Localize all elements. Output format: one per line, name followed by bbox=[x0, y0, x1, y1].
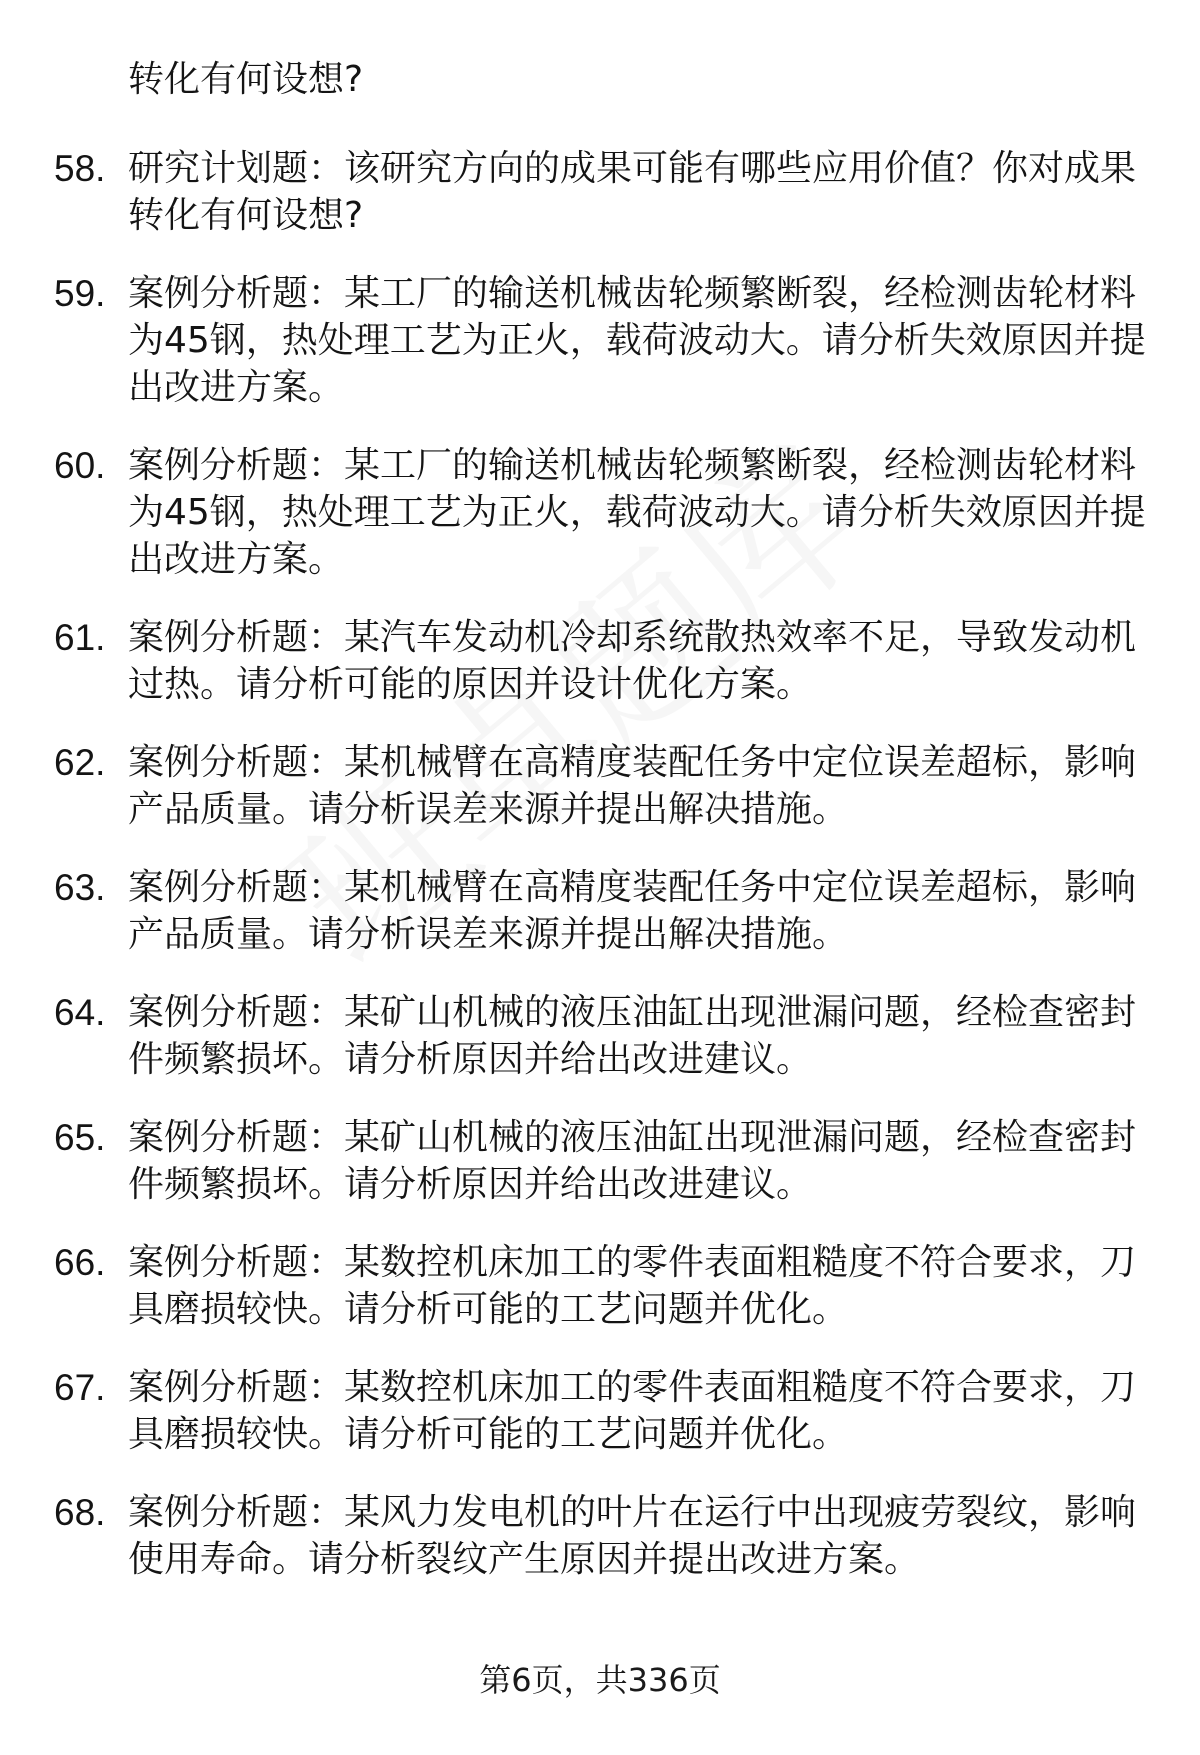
question-text-line: 件频繁损坏。请分析原因并给出改进建议。 bbox=[128, 1039, 813, 1080]
question-text-line: 案例分析题：某机械臂在高精度装配任务中定位误差超标，影响 bbox=[128, 867, 1137, 908]
question-item bbox=[0, 270, 1200, 411]
question-number: 67. bbox=[54, 1367, 106, 1408]
question-text-line: 案例分析题：某矿山机械的液压油缸出现泄漏问题，经检查密封 bbox=[128, 1117, 1137, 1158]
question-item bbox=[0, 989, 1200, 1083]
question-number: 58. bbox=[54, 148, 106, 189]
question-text-line: 案例分析题：某风力发电机的叶片在运行中出现疲劳裂纹，影响 bbox=[128, 1492, 1137, 1533]
question-text bbox=[128, 1239, 1144, 1333]
question-item bbox=[0, 145, 1200, 239]
question-item bbox=[0, 1364, 1200, 1458]
question-text bbox=[128, 1489, 1144, 1583]
question-number: 64. bbox=[54, 992, 106, 1033]
question-item bbox=[0, 739, 1200, 833]
question-text-line: 案例分析题：某数控机床加工的零件表面粗糙度不符合要求，刀 bbox=[128, 1367, 1137, 1408]
question-item bbox=[0, 614, 1200, 708]
continued-question-text: 转化有何设想? bbox=[128, 59, 364, 100]
question-text-line: 出改进方案。 bbox=[128, 539, 345, 580]
question-text-line: 产品质量。请分析误差来源并提出解决措施。 bbox=[128, 914, 849, 955]
question-item bbox=[0, 1239, 1200, 1333]
question-text-line: 转化有何设想? bbox=[128, 195, 364, 236]
question-number: 63. bbox=[54, 867, 106, 908]
question-text-line: 具磨损较快。请分析可能的工艺问题并优化。 bbox=[128, 1414, 849, 1455]
question-number: 66. bbox=[54, 1242, 106, 1283]
question-text-line: 出改进方案。 bbox=[128, 367, 345, 408]
question-number: 60. bbox=[54, 445, 106, 486]
question-text bbox=[128, 1114, 1144, 1208]
question-item bbox=[0, 864, 1200, 958]
question-number: 68. bbox=[54, 1492, 106, 1533]
question-text-line: 件频繁损坏。请分析原因并给出改进建议。 bbox=[128, 1164, 813, 1205]
question-text bbox=[128, 270, 1144, 411]
question-text-line: 案例分析题：某数控机床加工的零件表面粗糙度不符合要求，刀 bbox=[128, 1242, 1137, 1283]
question-number: 61. bbox=[54, 617, 106, 658]
question-text bbox=[128, 1364, 1144, 1458]
question-text-line: 使用寿命。请分析裂纹产生原因并提出改进方案。 bbox=[128, 1539, 921, 1580]
question-text bbox=[128, 145, 1144, 239]
question-item bbox=[0, 1489, 1200, 1583]
question-list bbox=[0, 145, 1200, 1614]
question-text-line: 案例分析题：某矿山机械的液压油缸出现泄漏问题，经检查密封 bbox=[128, 992, 1137, 1033]
question-text-line: 过热。请分析可能的原因并设计优化方案。 bbox=[128, 664, 813, 705]
question-number: 59. bbox=[54, 273, 106, 314]
question-text-line: 案例分析题：某机械臂在高精度装配任务中定位误差超标，影响 bbox=[128, 742, 1137, 783]
question-number: 65. bbox=[54, 1117, 106, 1158]
question-text-line: 为45钢，热处理工艺为正火，载荷波动大。请分析失效原因并提 bbox=[128, 320, 1146, 361]
question-text bbox=[128, 614, 1144, 708]
question-text bbox=[128, 442, 1144, 583]
question-text bbox=[128, 989, 1144, 1083]
question-text-line: 为45钢，热处理工艺为正火，载荷波动大。请分析失效原因并提 bbox=[128, 492, 1146, 533]
question-text bbox=[128, 739, 1144, 833]
question-text-line: 研究计划题：该研究方向的成果可能有哪些应用价值？你对成果 bbox=[128, 148, 1137, 189]
question-text-line: 案例分析题：某汽车发动机冷却系统散热效率不足，导致发动机 bbox=[128, 617, 1137, 658]
question-item bbox=[0, 442, 1200, 583]
question-item bbox=[0, 1114, 1200, 1208]
question-text-line: 案例分析题：某工厂的输送机械齿轮频繁断裂，经检测齿轮材料 bbox=[128, 273, 1137, 314]
question-text-line: 案例分析题：某工厂的输送机械齿轮频繁断裂，经检测齿轮材料 bbox=[128, 445, 1137, 486]
question-text-line: 具磨损较快。请分析可能的工艺问题并优化。 bbox=[128, 1289, 849, 1330]
question-text bbox=[128, 864, 1144, 958]
question-number: 62. bbox=[54, 742, 106, 783]
page-footer: 第6页，共336页 bbox=[479, 1661, 721, 1699]
question-text-line: 产品质量。请分析误差来源并提出解决措施。 bbox=[128, 789, 849, 830]
